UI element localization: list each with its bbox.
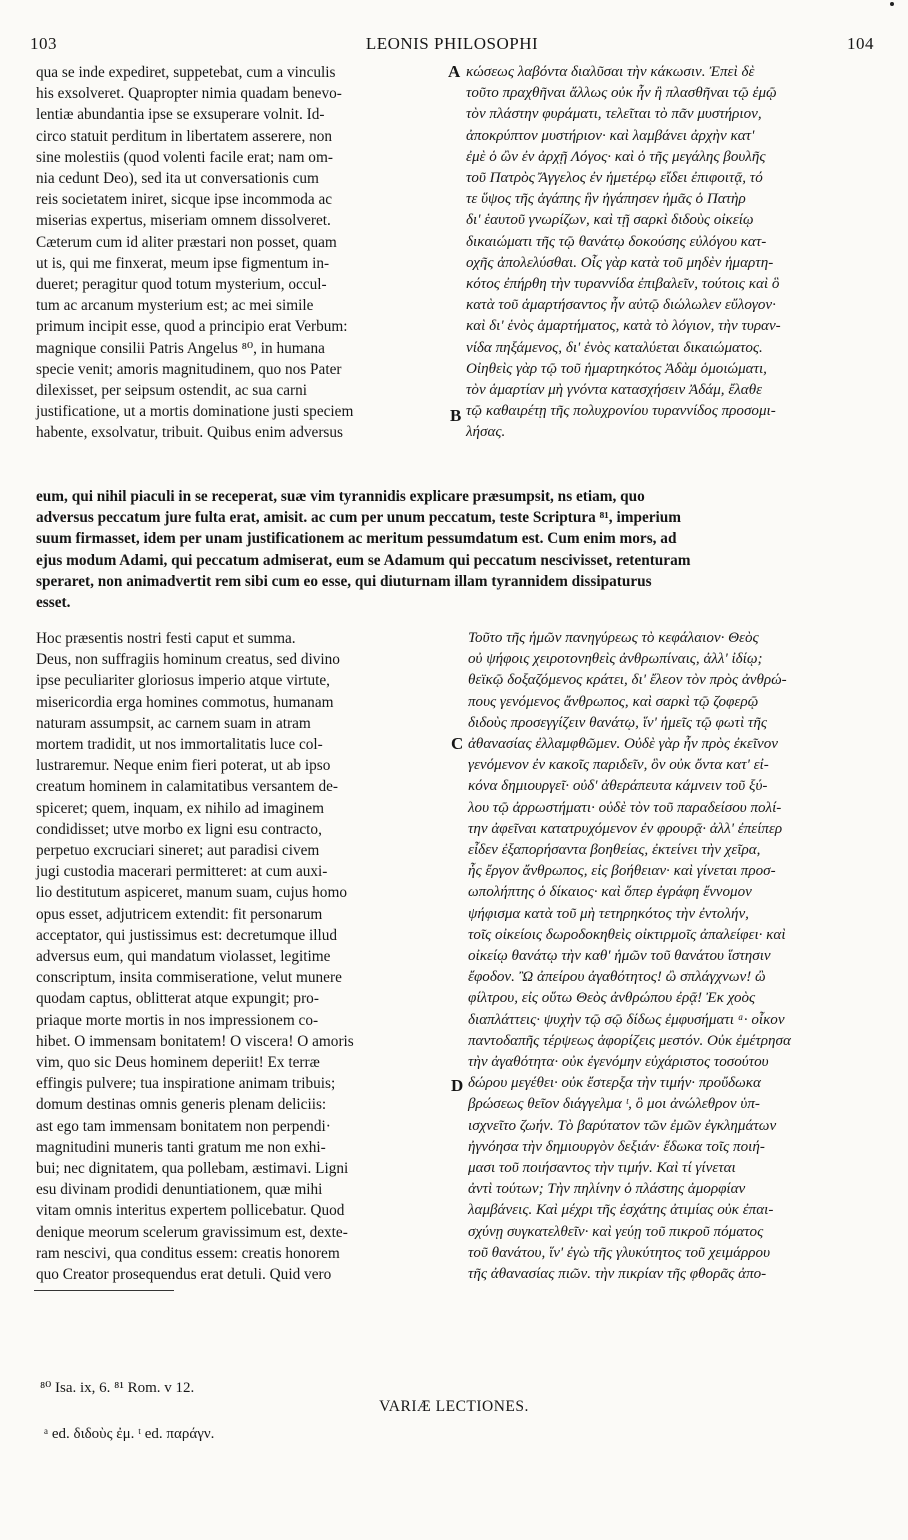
greek-line: Τοῦτο τῆς ἡμῶν πανηγύρεως τὸ κεφάλαιον· Θεὸς <box>468 630 759 646</box>
margin-letter-b: B <box>450 406 462 425</box>
greek-line: τοῦτο πραχθῆναι ἄλλως οὐκ ἦν ἢ πλασθῆναι τῷ ἐμῷ <box>466 85 777 102</box>
greek-line: νίδα πηξάμενος, δι' ἑνὸς καταλύεται δικαιώματος. <box>466 339 763 356</box>
latin-line: adversus eum, qui mandatum violasset, legitime <box>36 948 331 966</box>
latin-line: conscriptum, insita commiseratione, velut munere <box>36 969 342 987</box>
greek-line: ψήφισμα κατὰ τοῦ μὴ τετηρηκότος τὴν ἐντολήν, <box>468 905 749 922</box>
latin-line: bui; nec dignitatem, qua pollebam, æstimavi. Ligni <box>36 1160 349 1178</box>
greek-line: γενόμενον ἐν κακοῖς παριδεῖν, ὃν οὐκ ὄντα κατ' εἰ- <box>468 757 769 774</box>
greek-line: ωπολήπτης ὁ δίκαιος· καὶ ὅπερ ἐγράφη ἔννομον <box>468 884 752 901</box>
latin-full-width-paragraph <box>36 486 690 613</box>
margin-letter-c: C <box>451 734 464 753</box>
greek-line: τοῖς οἰκείοις δωροδοκηθεὶς οἰκτιρμοῖς ἀπαλείφει· καὶ <box>468 926 786 943</box>
latin-line: magnitudini muneris tanti gratum me non exhi- <box>36 1138 326 1156</box>
latin-line: his exsolveret. Quapropter nimia quadam benevo- <box>36 85 342 103</box>
greek-line: οὐ ψήφοις χειροτονηθεὶς ἀνθρωπίναις, ἀλλ' ἰδίῳ; <box>468 651 763 668</box>
greek-line: δώρου μεγέθει· οὐκ ἔστερξα τὴν τιμήν· προὔδωκα <box>468 1075 761 1092</box>
page-number-left: 103 <box>30 34 57 53</box>
latin-line: habente, exsolvatur, tribuit. Quibus enim adversus <box>36 424 343 442</box>
latin-line: vim, quo sic Deus hominem deperiit! Ex terræ <box>36 1054 320 1072</box>
greek-line: τοῦ θανάτου, ἵν' ἐγὼ τῆς γλυκύτητος τοῦ χειμάρρου <box>468 1244 771 1261</box>
latin-line: magnique consilii Patris Angelus ⁸⁰, in humana <box>36 339 325 357</box>
latin-line: misericordia erga homines commotus, humanam <box>36 693 334 711</box>
greek-line: τὴν ἀγαθότητα· οὐκ ἐγενόμην εὐχάριστος τοσούτου <box>468 1054 769 1071</box>
scripture-references: ⁸⁰ Isa. ix, 6. ⁸¹ Rom. v 12. <box>40 1380 195 1396</box>
latin-line: Cæterum cum id aliter præstari non posset, quam <box>36 233 337 251</box>
greek-line: τε ὕψος τῆς ἀγάπης ἣν ἠγάπησεν ἡμᾶς ὁ Πατὴρ <box>466 191 746 208</box>
latin-line: effingis pulvere; tua inspiratione animam tribuis; <box>36 1075 336 1093</box>
latin-line: adversus peccatum jure fulta erat, amisit. ac cum per unum peccatum, teste Scriptura ⁸¹, imperium <box>36 509 682 527</box>
latin-line: tum ac arcanum mysterium est; ac mei simile <box>36 297 314 315</box>
latin-line: ipse peculiariter gloriosus imperio atque virtute, <box>36 672 330 690</box>
latin-line: suum firmasset, idem per unam justificationem ac meritum pessumdatum est. Cum enim mors, ad <box>36 530 677 548</box>
margin-letter-d: D <box>451 1076 464 1095</box>
variant-readings: ᵃ ed. διδοὺς ἐμ. ᵗ ed. παράγν. <box>44 1426 215 1442</box>
running-title: LEONIS PHILOSOPHI <box>365 34 539 53</box>
latin-line: miserias expertus, miseriam omnem dissolveret. <box>36 212 331 230</box>
greek-line: φίλτρου, εἰς οὕτω Θεὸς ἀνθρώπου ἐρᾷ! Ἐκ χοὸς <box>468 990 756 1007</box>
latin-line: condidisset; utve morbo ex ligni esu contracto, <box>36 820 322 838</box>
greek-line: ἔφοδον. Ὢ ἀπείρου ἀγαθότητος! ὢ σπλάγχνων! ὢ <box>468 969 766 986</box>
latin-line: mortem tradidit, ut nos immortalitatis luce col- <box>36 736 323 754</box>
greek-line: την ἀφεῖναι κατατρυχόμενον ἐν φρουρᾷ· ἀλλ' ἐπείπερ <box>468 820 783 837</box>
greek-line: ἠγνόησα τὴν δημιουργὸν δεξιάν· ἔδωκα τοῖς ποιή- <box>468 1138 765 1155</box>
latin-column-2 <box>36 628 354 1285</box>
greek-line: Οἰηθεὶς γὰρ τῷ τοῦ ἡμαρτηκότος Ἀδὰμ ὁμοιώματι, <box>466 360 767 377</box>
latin-line: creatum hominem in calamitatibus versantem de- <box>36 778 339 796</box>
latin-line: dilexisset, per seipsum ostendit, ac sua carni <box>36 382 308 400</box>
greek-line: κώσεως λαβόντα διαλῦσαι τὴν κάκωσιν. Ἐπεὶ δὲ <box>466 64 755 80</box>
latin-line: quo Creator prosequendus erat detuli. Quid vero <box>36 1266 332 1284</box>
latin-line: eum, qui nihil piaculi in se receperat, suæ vim tyrannidis explicare præsumpsit, ns etiam, quo <box>36 488 645 505</box>
footnote-rule <box>34 1290 174 1291</box>
greek-line: λαμβάνεις. Καὶ μέχρι τῆς ἐσχάτης ἀτιμίας οὐκ ἐπαι- <box>468 1202 774 1219</box>
greek-line: ἀθανασίας ἐλλαμφθῶμεν. Οὐδὲ γὰρ ἦν πρὸς ἐκεῖνον <box>468 736 778 753</box>
greek-line: κότος ἐπήρθη τὴν τυραννίδα ἐπιβαλεῖν, τούτοις καὶ ὃ <box>466 276 780 293</box>
greek-line: βρώσεως θεῖον διάγγελμα ᵗ, ὃ μοι ἀνώλεθρον ὑπ- <box>468 1096 760 1113</box>
page-number-right: 104 <box>847 34 874 53</box>
latin-line: perpetuo excruciari sineret; aut paradisi civem <box>36 842 320 860</box>
greek-line: εἶδεν ἐξαπορήσαντα βοηθείας, ἐκτείνει τὴν χεῖρα, <box>468 842 761 859</box>
greek-line: τῆς ἀθανασίας πιῶν. τὴν πικρίαν τῆς φθορᾶς ἀπο- <box>468 1266 767 1283</box>
greek-line: θεϊκῷ δοξαζόμενος κράτει, δι' ἔλεον τὸν πρὸς ἀνθρώ- <box>468 672 787 689</box>
latin-line: opus esset, adjutricem extendit: fit personarum <box>36 905 323 923</box>
greek-line: τὸν πλάστην φυράματι, τελεῖται τὸ πᾶν μυστήριον, <box>466 106 762 123</box>
latin-line: qua se inde expediret, suppetebat, cum a vinculis <box>36 64 336 81</box>
latin-line: ram nescivi, qua conditus essem: creatis honorem <box>36 1244 340 1262</box>
greek-line: λήσας. <box>466 424 506 441</box>
greek-line: τῷ καθαιρέτῃ τῆς πολυχρονίου τυραννίδος προσομι- <box>466 403 776 420</box>
running-header <box>30 34 874 58</box>
greek-line: οἰκείῳ θανάτῳ τὴν καθ' ἡμῶν τοῦ θανάτου ἵστησιν <box>468 948 771 965</box>
greek-line: κατὰ τοῦ ἁμαρτήσαντος ἦν αὐτῷ διώλωλεν εὔλογον· <box>466 297 776 314</box>
latin-line: lustraremur. Neque enim fieri poterat, ut ab ipso <box>36 757 331 775</box>
latin-line: spiceret; quem, inquam, ex nihilo ad imaginem <box>36 799 325 817</box>
latin-line: vitam omnis interitus expertem pollicebatur. Quod <box>36 1202 345 1220</box>
greek-line: κόνα δημιουργεῖ· οὐδ' ἀθεράπευτα κάμνειν τοῦ ξύ- <box>468 778 768 795</box>
variant-readings-heading: VARIÆ LECTIONES. <box>379 1398 529 1415</box>
latin-line: denique meorum scelerum gravissimum est, dexte- <box>36 1223 348 1241</box>
latin-line: Hoc præsentis nostri festi caput et summa. <box>36 630 296 647</box>
latin-line: ejus modum Adami, qui peccatum admiserat, eum se Adamum qui peccatum nescivisset, retenturam <box>36 551 691 569</box>
latin-line: circo statuit perditum in libertatem asserere, non <box>36 127 333 145</box>
greek-line: τὸν ἁμαρτίαν μὴ γνόντα κατασχήσειν Ἀδάμ, ἔλαθε <box>466 382 763 399</box>
latin-line: lentiæ abundantia ipse se exsuperare volnit. Id- <box>36 106 325 124</box>
greek-line: ισχνεῖτο ζωήν. Τὸ βαρύτατον τῶν ἐμῶν ἐγκλημάτων <box>468 1117 777 1134</box>
greek-line: σχύνῃ συγκατελθεῖν· καὶ γεύῃ τοῦ πικροῦ πόματος <box>468 1223 764 1240</box>
margin-letter-a: A <box>448 62 461 81</box>
greek-line: πους γενόμενος ἄνθρωπος, καὶ σαρκὶ τῷ ζοφερῷ <box>468 693 759 710</box>
greek-line: ἀντὶ τούτων; Τὴν πηλίνην ὁ πλάστης ἀμορφίαν <box>468 1181 746 1198</box>
latin-line: reis societatem iniret, sicque ipse incommoda ac <box>36 191 333 209</box>
latin-line: esset. <box>36 594 71 612</box>
greek-line: δι' ἑαυτοῦ γνωρίζων, καὶ τῇ σαρκὶ διδοὺς οἰκείῳ <box>466 212 754 229</box>
latin-line: justificatione, ut a mortis dominatione justi speciem <box>36 403 354 421</box>
latin-line: ast ego tam immensam bonitatem non perpendi· <box>36 1117 331 1135</box>
latin-line: esu divinam prodidi denuntiationem, quæ mihi <box>36 1181 323 1199</box>
latin-line: naturam assumpsit, ac carnem suam in atram <box>36 714 311 732</box>
latin-column-1 <box>36 62 353 444</box>
greek-column-1 <box>466 62 781 444</box>
greek-line: παντοδαπῆς τέρψεως ἀφορίζεις μεστόν. Οὐκ ἐμέτρησα <box>468 1032 791 1049</box>
greek-line: ἐμὲ ὁ ὢν ἐν ἀρχῇ Λόγος· καὶ ὁ τῆς μεγάλης βουλῆς <box>466 148 766 165</box>
latin-line: Deus, non suffragiis hominum creatus, sed divino <box>36 651 340 669</box>
latin-line: lio destitutum aspiceret, manum suam, cujus homo <box>36 884 347 902</box>
greek-line: διαπλάττεις· ψυχὴν τῷ σῷ δίδως ἐμφυσήματι ᵃ· οἶκον <box>468 1011 785 1028</box>
greek-line: μασι τοῦ ποιήσαντος τὴν τιμήν. Καὶ τί γίνεται <box>468 1160 736 1177</box>
ink-dot <box>890 2 894 6</box>
latin-line: primum incipit esse, quod a principio erat Verbum: <box>36 318 348 336</box>
latin-line: specie venit; amoris magnitudinem, quo nos Pater <box>36 360 342 378</box>
greek-line: λου τῷ ἀρρωστήματι· οὐδὲ τὸν τοῦ παραδείσου πολί- <box>468 799 782 816</box>
latin-line: domum destinas omnis generis plenam deliciis: <box>36 1096 327 1114</box>
latin-line: priaque morte mortis in nos impressionem co- <box>36 1011 319 1029</box>
greek-line: καὶ δι' ἑνὸς ἁμαρτήματος, κατὰ τὸ λόγιον, τὴν τυραν- <box>466 318 781 335</box>
greek-line: οχῆς ἀπολελύσθαι. Οἷς γὰρ κατὰ τοῦ μηδὲν ἡμαρτη- <box>466 254 774 271</box>
greek-line: δικαιώματι τῆς τῷ θανάτῳ δοκούσης εὐλόγου κατ- <box>466 233 767 250</box>
latin-line: ut is, qui me finxerat, meum ipse figmentum in- <box>36 254 330 272</box>
latin-line: quodam captus, oblitterat atque expungit; pro- <box>36 990 319 1008</box>
latin-line: acceptator, qui justissimus est: decretumque illud <box>36 926 338 944</box>
greek-line: τοῦ Πατρὸς Ἄγγελος ἐν ἡμετέρῳ εἴδει ἐπιφοιτᾷ, τό <box>466 170 763 187</box>
greek-line: ἀποκρύπτον μυστήριον· καὶ λαμβάνει ἀρχὴν κατ' <box>466 127 755 144</box>
latin-line: hibet. O immensam bonitatem! O viscera! O amoris <box>36 1032 354 1050</box>
latin-line: jugi custodia macerari permitteret: at cum auxi- <box>36 863 328 881</box>
greek-column-2 <box>468 628 791 1285</box>
latin-line: nia cedunt Deo), sed ita ut conversationis cum <box>36 170 319 188</box>
greek-line: ἧς ἔργον ἄνθρωπος, εἰς βοήθειαν· καὶ γίνεται προσ- <box>468 863 776 880</box>
latin-line: dueret; peragitur quod totum mysterium, occul- <box>36 276 327 294</box>
latin-line: speraret, non animadvertit rem sibi cum eo esse, qui diuturnam illam tyrannidem dissipaturus <box>36 572 652 590</box>
latin-line: sine molestiis (quod volenti facile erat; nam om- <box>36 148 333 166</box>
greek-line: διδοὺς προσεγγίζειν θανάτῳ, ἵν' ἡμεῖς τῷ φωτὶ τῆς <box>468 714 767 731</box>
